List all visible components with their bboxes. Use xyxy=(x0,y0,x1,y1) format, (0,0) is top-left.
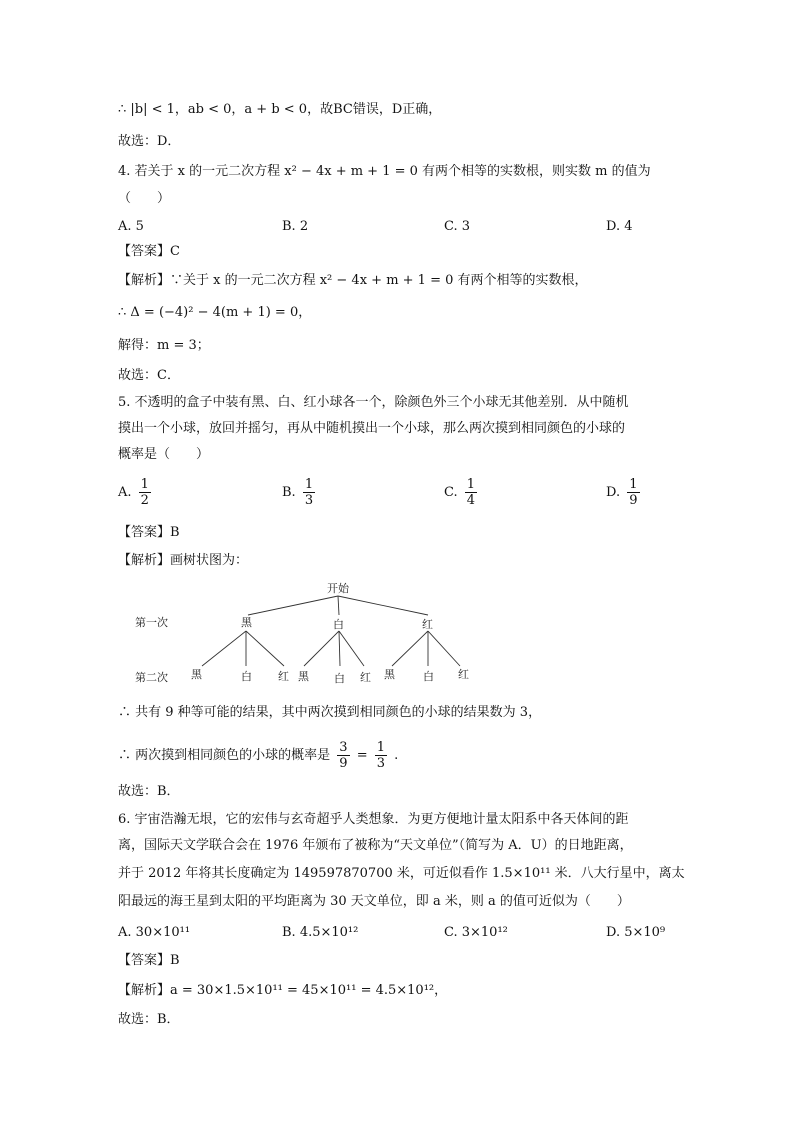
q5-option-d-letter: D. xyxy=(606,485,621,500)
q4-explanation-3: 解得：m = 3； xyxy=(118,338,210,353)
q6-option-b: B. 4.5×10¹² xyxy=(282,925,359,940)
numerator: 1 xyxy=(466,477,476,492)
q3-choice: 故选：D． xyxy=(118,134,181,149)
denominator: 4 xyxy=(466,493,476,508)
fraction-1-3 xyxy=(375,740,387,771)
q4-paren: （ ） xyxy=(118,191,171,206)
tree-l2-node: 白 xyxy=(334,672,345,685)
tree-root: 开始 xyxy=(327,582,349,595)
q5-option-b-fraction xyxy=(303,477,315,508)
q5-explanation-4: 故选：B． xyxy=(118,784,180,799)
tree-l2-node: 黑 xyxy=(384,668,395,681)
q5-option-a-letter: A. xyxy=(118,485,132,500)
q4-explanation-2: ∴ Δ = (−4)² − 4(m + 1) = 0， xyxy=(118,305,312,320)
q5-option-c-letter: C. xyxy=(444,485,458,500)
q4-answer: 【答案】C xyxy=(118,244,180,259)
q5-explanation-3 xyxy=(118,740,398,771)
q5-option-c-fraction xyxy=(465,477,477,508)
q4-option-c: C. 3 xyxy=(444,219,471,234)
numerator: 1 xyxy=(376,740,386,755)
q6-option-c: C. 3×10¹² xyxy=(444,925,508,940)
q4-explanation-4: 故选：C． xyxy=(118,368,180,383)
tree-l1-node: 红 xyxy=(422,618,433,631)
q6-stem-4: 阳最远的海王星到太阳的平均距离为 30 天文单位，即 a 米，则 a 的值可近似为（ ） xyxy=(118,894,630,909)
tree-l1-node: 黑 xyxy=(241,616,252,629)
q5-stem-1: 5. 不透明的盒子中装有黑、白、红小球各一个，除颜色外三个小球无其他差别．从中随机 xyxy=(118,395,629,410)
equals-sign: = xyxy=(356,748,368,763)
tree-l2-node: 红 xyxy=(458,668,469,681)
q5-stem-2: 摸出一个小球，放回并摇匀，再从中随机摸出一个小球，那么两次摸到相同颜色的小球的 xyxy=(118,421,626,436)
tree-l2-node: 黑 xyxy=(191,668,202,681)
tree-l1-node: 白 xyxy=(333,618,344,631)
denominator: 9 xyxy=(339,756,348,771)
q6-explanation-1: 【解析】a = 30×1.5×10¹¹ = 45×10¹¹ = 4.5×10¹²， xyxy=(118,983,448,998)
q6-answer: 【答案】B xyxy=(118,953,180,968)
tree-diagram xyxy=(0,578,794,698)
q5-probability-text: ∴ 两次摸到相同颜色的小球的概率是 xyxy=(118,748,331,763)
q5-explanation-1: 【解析】画树状图为： xyxy=(118,553,249,568)
q4-option-b: B. 2 xyxy=(282,219,309,234)
q6-stem-3: 并于 2012 年将其长度确定为 149597870700 米，可近似看作 1.5×10¹¹ 米．八大行星中，离太 xyxy=(118,866,685,881)
tree-edges xyxy=(202,596,460,666)
q5-option-a xyxy=(118,477,154,508)
tree-l2-node: 白 xyxy=(423,670,434,683)
q5-option-d-fraction xyxy=(627,477,639,508)
q5-explanation-2: ∴ 共有 9 种等可能的结果，其中两次摸到相同颜色的小球的结果数为 3， xyxy=(118,705,542,720)
fraction-3-9 xyxy=(337,740,349,771)
period: . xyxy=(394,748,399,763)
numerator: 1 xyxy=(140,477,149,492)
q6-explanation-2: 故选：B． xyxy=(118,1012,180,1027)
q4-option-a: A. 5 xyxy=(118,219,144,234)
tree-l2-node: 白 xyxy=(241,670,252,683)
q4-explanation-1: 【解析】∵关于 x 的一元二次方程 x² − 4x + m + 1 = 0 有两个相等的实数根， xyxy=(118,273,588,288)
tree-level2-label: 第二次 xyxy=(135,671,168,684)
q5-answer: 【答案】B xyxy=(118,525,180,540)
q4-option-d: D. 4 xyxy=(606,219,633,234)
q3-conclusion: ∴ |b| < 1，ab < 0，a + b < 0，故BC错误，D正确， xyxy=(118,102,442,117)
q5-option-d xyxy=(606,477,643,508)
denominator: 3 xyxy=(304,493,314,508)
q6-stem-2: 离，国际天文学联合会在 1976 年颁布了被称为“天文单位”（简写为 A．U）的日地距离， xyxy=(118,838,633,853)
numerator: 1 xyxy=(304,477,314,492)
q6-option-a: A. 30×10¹¹ xyxy=(118,925,191,940)
q5-option-b-letter: B. xyxy=(282,485,296,500)
tree-level1-label: 第一次 xyxy=(135,616,168,629)
numerator: 1 xyxy=(629,477,638,492)
q5-option-a-fraction xyxy=(139,477,151,508)
tree-l2-node: 黑 xyxy=(298,670,309,683)
q4-stem: 4. 若关于 x 的一元二次方程 x² − 4x + m + 1 = 0 有两个相等的实数根，则实数 m 的值为 xyxy=(118,164,651,179)
q5-option-c xyxy=(444,477,480,508)
q6-stem-1: 6. 宇宙浩瀚无垠，它的宏伟与玄奇超乎人类想象．为更方便地计量太阳系中各天体间的距 xyxy=(118,812,629,827)
numerator: 3 xyxy=(339,740,348,755)
q5-stem-3: 概率是（ ） xyxy=(118,447,210,462)
denominator: 3 xyxy=(376,756,386,771)
tree-l2-node: 红 xyxy=(360,671,371,684)
q5-option-b xyxy=(282,477,318,508)
denominator: 2 xyxy=(140,493,149,508)
tree-l2-node: 红 xyxy=(278,670,289,683)
denominator: 9 xyxy=(629,493,638,508)
q6-option-d: D. 5×10⁹ xyxy=(606,925,666,940)
